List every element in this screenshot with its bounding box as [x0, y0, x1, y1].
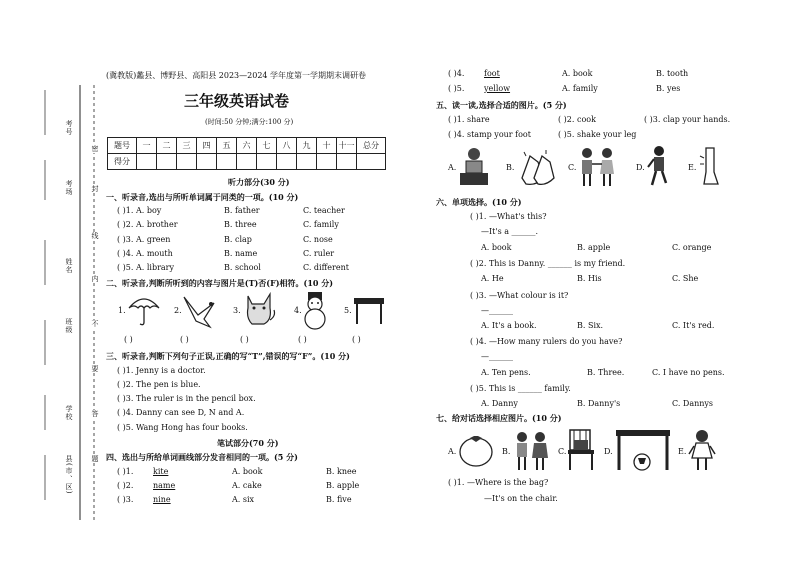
s5-q3: ( )3. clap your hands.: [644, 115, 731, 124]
s2-num: 3.: [233, 306, 241, 315]
binding-strip: [0, 0, 110, 561]
desk-icon: [352, 294, 386, 326]
score-cell: 二: [157, 138, 177, 154]
binding-label-name: 姓名: [65, 258, 73, 274]
s4-q2-a: A. cake: [232, 481, 262, 490]
section-1-title: 一、听录音,选出与所听单词属于同类的一项。(10 分): [106, 192, 299, 202]
s5-option: A.: [448, 163, 457, 172]
s5-q1: ( )1. share: [448, 115, 490, 124]
score-input-cell[interactable]: [217, 154, 237, 170]
s7-option: D.: [604, 447, 613, 456]
written-title: 笔试部分(70 分): [217, 438, 279, 448]
s2-num: 1.: [118, 306, 126, 315]
s7-q1: ( )1. —Where is the bag?: [448, 478, 549, 487]
s4-q1-b: B. knee: [326, 467, 357, 476]
table-ball-icon: [614, 428, 672, 472]
s4-q5-word: yellow: [484, 84, 511, 93]
score-cell: 得分: [108, 154, 137, 170]
score-cell: 总分: [357, 138, 386, 154]
score-input-cell[interactable]: [237, 154, 257, 170]
section-5-title: 五、读一读,选择合适的图片。(5 分): [436, 100, 567, 110]
score-cell: 四: [197, 138, 217, 154]
share-icon: [576, 146, 620, 188]
binding-label-exam-number: 考号: [65, 120, 73, 136]
s3-q5: ( )5. Wang Hong has four books.: [117, 423, 248, 432]
binding-label-class: 班级: [65, 318, 73, 334]
s6-q3-c: C. It's red.: [672, 321, 715, 330]
s4-q4-a: A. book: [562, 69, 593, 78]
s4-q2-b: B. apple: [326, 481, 360, 490]
exam-source: (冀教版)蠡县、博野县、高阳县 2023—2024 学年度第一学期期末调研卷: [106, 71, 367, 80]
s6-q5: ( )5. This is ______ family.: [470, 384, 571, 393]
score-cell: 七: [257, 138, 277, 154]
s6-q4-c: C. I have no pens.: [652, 368, 725, 377]
s6-q3-a: A. It's a book.: [481, 321, 537, 330]
s3-q1: ( )1. Jenny is a doctor.: [117, 366, 206, 375]
s1-q2-c: C. family: [303, 220, 339, 229]
s7-option: C.: [558, 447, 567, 456]
s1-q5-c: C. different: [303, 263, 349, 272]
s3-q2: ( )2. The pen is blue.: [117, 380, 201, 389]
s4-q3-b: B. five: [326, 495, 352, 504]
s6-q1: ( )1. —What's this?: [470, 212, 547, 221]
s5-option: C.: [568, 163, 577, 172]
s6-q1-c: C. orange: [672, 243, 712, 252]
page-title: 三年级英语试卷: [184, 92, 290, 110]
s2-answer[interactable]: ( ): [240, 335, 249, 344]
s3-q3: ( )3. The ruler is in the pencil box.: [117, 394, 256, 403]
s6-q4-b: B. Three.: [587, 368, 625, 377]
score-input-cell[interactable]: [357, 154, 386, 170]
s2-answer[interactable]: ( ): [352, 335, 361, 344]
s6-q1-a: A. book: [481, 243, 512, 252]
score-input-cell[interactable]: [157, 154, 177, 170]
s6-q2: ( )2. This is Danny. ______ is my friend.: [470, 259, 626, 268]
stamp-foot-icon: [646, 145, 672, 189]
s2-num: 5.: [344, 306, 352, 315]
score-cell: 八: [277, 138, 297, 154]
s6-q1-b: B. apple: [577, 243, 611, 252]
s1-q3: ( )3. A. green: [117, 235, 171, 244]
s1-q1-c: C. teacher: [303, 206, 345, 215]
score-input-cell[interactable]: [337, 154, 357, 170]
section-6-title: 六、单项选择。(10 分): [436, 197, 522, 207]
score-cell: 题号: [108, 138, 137, 154]
leg-icon: [698, 146, 720, 188]
s6-q2-b: B. His: [577, 274, 602, 283]
cut-mark: 线: [91, 232, 99, 240]
s2-answer[interactable]: ( ): [298, 335, 307, 344]
s5-option: B.: [506, 163, 515, 172]
s1-q5-b: B. school: [224, 263, 261, 272]
bird-icon: [180, 293, 220, 329]
s7-q1-answer: —It's on the chair.: [484, 494, 558, 503]
section-7-title: 七、给对话选择相应图片。(10 分): [436, 413, 562, 423]
s1-q4-c: C. ruler: [303, 249, 335, 258]
s1-q2-b: B. three: [224, 220, 257, 229]
score-cell: 九: [297, 138, 317, 154]
section-3-title: 三、听录音,判断下列句子正误,正确的写“T”,错误的写“F”。(10 分): [106, 351, 350, 361]
girl-icon: [688, 428, 716, 472]
s4-q3-a: A. six: [232, 495, 255, 504]
s4-q1: ( )1.: [117, 467, 134, 476]
cat-icon: [242, 290, 278, 330]
exam-info: (时间:50 分钟;满分:100 分): [205, 118, 294, 126]
s2-answer[interactable]: ( ): [124, 335, 133, 344]
tomato-icon: [458, 430, 494, 468]
score-input-cell[interactable]: [137, 154, 157, 170]
s1-q2: ( )2. A. brother: [117, 220, 178, 229]
s4-q5: ( )5.: [448, 84, 465, 93]
s7-option: E.: [678, 447, 687, 456]
binding-label-exam-room: 考场: [65, 180, 73, 196]
s6-q4: ( )4. —How many rulers do you have?: [470, 337, 623, 346]
s4-q2-word: name: [153, 481, 176, 490]
s6-q2-a: A. He: [481, 274, 504, 283]
s5-option: D.: [636, 163, 645, 172]
s2-answer[interactable]: ( ): [180, 335, 189, 344]
s1-q4: ( )4. A. mouth: [117, 249, 173, 258]
score-table: [107, 137, 386, 170]
cut-mark: 题: [91, 455, 99, 463]
s5-q4: ( )4. stamp your foot: [448, 130, 531, 139]
s3-q4: ( )4. Danny can see D, N and A.: [117, 408, 245, 417]
s6-q3-answer: —______: [481, 306, 513, 315]
score-cell: 五: [217, 138, 237, 154]
s6-q4-a: A. Ten pens.: [481, 368, 531, 377]
s4-q4: ( )4.: [448, 69, 465, 78]
score-cell: 一: [137, 138, 157, 154]
s4-q1-word: kite: [153, 467, 169, 476]
s1-q3-b: B. clap: [224, 235, 252, 244]
cook-icon: [458, 146, 490, 188]
cut-mark: 要: [91, 365, 99, 373]
score-cell: 十: [317, 138, 337, 154]
s4-q3: ( )3.: [117, 495, 134, 504]
s6-q5-a: A. Danny: [481, 399, 518, 408]
s4-q3-word: nine: [153, 495, 171, 504]
s5-q5: ( )5. shake your leg: [558, 130, 637, 139]
s6-q4-answer: —______: [481, 352, 513, 361]
s1-q3-c: C. nose: [303, 235, 333, 244]
s4-q4-b: B. tooth: [656, 69, 689, 78]
s6-q3-b: B. Six.: [577, 321, 604, 330]
score-input-cell[interactable]: [277, 154, 297, 170]
chair-bag-icon: [566, 428, 596, 472]
s7-option: B.: [502, 447, 511, 456]
score-cell: 三: [177, 138, 197, 154]
s4-q5-a: A. family: [562, 84, 598, 93]
s1-q1-b: B. father: [224, 206, 260, 215]
s6-q5-c: C. Dannys: [672, 399, 714, 408]
s5-option: E.: [688, 163, 697, 172]
binding-label-county: 县(市、区): [65, 455, 73, 495]
s5-q2: ( )2. cook: [558, 115, 596, 124]
s2-num: 4.: [294, 306, 302, 315]
binding-label-school: 学校: [65, 405, 73, 421]
listening-title: 听力部分(30 分): [228, 177, 290, 187]
score-input-cell[interactable]: [297, 154, 317, 170]
s6-q3: ( )3. —What colour is it?: [470, 291, 569, 300]
cut-mark: 密: [91, 145, 99, 153]
section-4-title: 四、选出与所给单词画线部分发音相同的一项。(5 分): [106, 452, 298, 462]
snowman-icon: [301, 290, 329, 330]
s6-q5-b: B. Danny's: [577, 399, 621, 408]
clap-hands-icon: [516, 148, 556, 186]
cut-mark: 封: [91, 185, 99, 193]
cut-mark: 答: [91, 410, 99, 418]
score-input-cell[interactable]: [257, 154, 277, 170]
s4-q1-a: A. book: [232, 467, 263, 476]
s7-option: A.: [448, 447, 457, 456]
s1-q4-b: B. name: [224, 249, 258, 258]
score-input-cell[interactable]: [317, 154, 337, 170]
score-cell: 十一: [337, 138, 357, 154]
cut-mark: 不: [91, 320, 99, 328]
s1-q5: ( )5. A. library: [117, 263, 174, 272]
score-input-cell[interactable]: [197, 154, 217, 170]
s4-q2: ( )2.: [117, 481, 134, 490]
s4-q5-b: B. yes: [656, 84, 681, 93]
s4-q4-word: foot: [484, 69, 500, 78]
s6-q1-answer: —It's a ______.: [481, 227, 539, 236]
s6-q2-c: C. She: [672, 274, 699, 283]
cut-mark: 内: [91, 275, 99, 283]
umbrella-icon: [126, 292, 162, 328]
children-icon: [512, 430, 550, 472]
section-2-title: 二、听录音,判断所听到的内容与图片是(T)否(F)相符。(10 分): [106, 278, 334, 288]
score-cell: 六: [237, 138, 257, 154]
s2-num: 2.: [174, 306, 182, 315]
score-input-cell[interactable]: [177, 154, 197, 170]
s1-q1: ( )1. A. boy: [117, 206, 162, 215]
